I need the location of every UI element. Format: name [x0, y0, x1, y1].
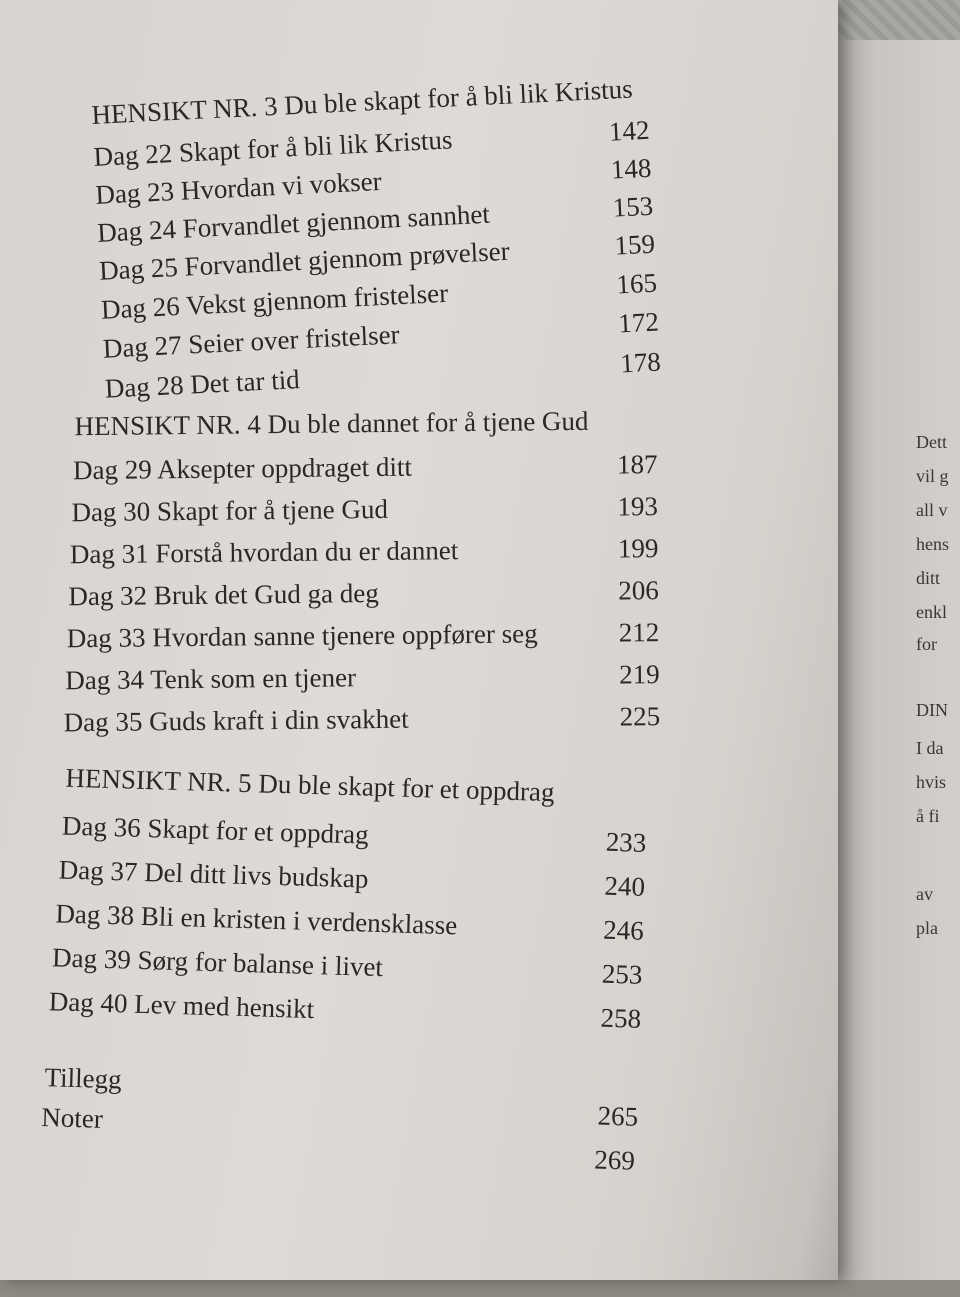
toc-page-number: 165 — [615, 267, 658, 300]
toc-entry: Dag 29 Aksepter oppdraget ditt — [72, 451, 413, 486]
toc-entry: Dag 31 Forstå hvordan du er dannet — [69, 535, 459, 570]
toc-entry: Dag 27 Seier over fristelser — [102, 319, 401, 364]
facing-page-text: ditt — [916, 568, 941, 588]
toc-page-number: 193 — [617, 491, 659, 522]
facing-page-text: enkl — [916, 602, 947, 622]
facing-page-text: hens — [916, 534, 949, 554]
toc-page-number: 206 — [618, 575, 659, 606]
toc-page-number: 246 — [602, 914, 645, 946]
toc-entry: Dag 38 Bli en kristen i verdensklasse — [55, 898, 458, 941]
facing-page-text: pla — [916, 918, 938, 938]
toc-entry: Dag 37 Del ditt livs budskap — [58, 854, 369, 894]
facing-page-text: vil g — [916, 466, 949, 486]
toc-page-number: 265 — [597, 1100, 639, 1132]
section-heading: HENSIKT NR. 4 Du ble dannet for å tjene Gud — [74, 405, 589, 442]
toc-entry: Dag 28 Det tar tid — [104, 364, 301, 404]
toc-page-number: 142 — [608, 114, 651, 147]
toc-entry: Dag 25 Forvandlet gjennom prøvelser — [98, 235, 511, 286]
toc-page-number: 199 — [617, 533, 659, 564]
facing-page-text: å fi — [916, 806, 940, 826]
toc-page-number: 212 — [618, 617, 660, 648]
toc-entry: Dag 35 Guds kraft i din svakhet — [63, 703, 409, 738]
toc-page-number: 159 — [613, 228, 656, 261]
toc-entry: Dag 34 Tenk som en tjener — [65, 662, 357, 696]
toc-entry: Dag 36 Skapt for et oppdrag — [61, 810, 370, 850]
toc-page-number: 269 — [593, 1144, 636, 1176]
facing-page-text: all v — [916, 500, 948, 520]
toc-entry: Dag 39 Sørg for balanse i livet — [51, 942, 384, 983]
facing-page-text: av — [916, 884, 933, 904]
toc-page-number: 178 — [619, 346, 662, 379]
section-heading: HENSIKT NR. 3 Du ble skapt for å bli lik Kristus — [90, 73, 634, 130]
toc-page-number: 148 — [610, 152, 652, 185]
toc-entry: Dag 24 Forvandlet gjennom sannhet — [96, 198, 491, 248]
toc-entry-back-matter: Noter — [40, 1102, 104, 1134]
toc-entry: Dag 40 Lev med hensikt — [48, 986, 315, 1025]
toc-entry: Dag 30 Skapt for å tjene Gud — [71, 493, 389, 528]
toc-page-number: 253 — [601, 958, 643, 990]
section-heading: HENSIKT NR. 5 Du ble skapt for et oppdrag — [65, 762, 555, 808]
toc-entry: Dag 26 Vekst gjennom fristelser — [100, 277, 449, 325]
toc-page-number: 153 — [611, 190, 654, 223]
toc-page-number: 258 — [600, 1002, 642, 1034]
facing-page-text: for — [916, 634, 937, 654]
toc-page-number: 233 — [605, 826, 647, 858]
toc-entry-back-matter: Tillegg — [44, 1062, 123, 1095]
toc-entry: Dag 32 Bruk det Gud ga deg — [68, 578, 379, 612]
toc-page-number: 187 — [616, 449, 658, 480]
facing-page-text: I da — [916, 738, 944, 758]
facing-page-text: DIN — [916, 700, 948, 720]
toc-page-number: 225 — [619, 701, 661, 732]
toc-entry: Dag 33 Hvordan sanne tjenere oppfører seg — [66, 618, 538, 654]
toc-page-number: 219 — [619, 659, 660, 690]
facing-page-text: Dett — [916, 432, 947, 452]
toc-entry: Dag 23 Hvordan vi vokser — [94, 165, 383, 210]
facing-page-text: hvis — [916, 772, 947, 792]
toc-page-number: 240 — [604, 870, 646, 902]
toc-page-number: 172 — [617, 306, 660, 339]
toc-entry: Dag 22 Skapt for å bli lik Kristus — [92, 124, 454, 172]
